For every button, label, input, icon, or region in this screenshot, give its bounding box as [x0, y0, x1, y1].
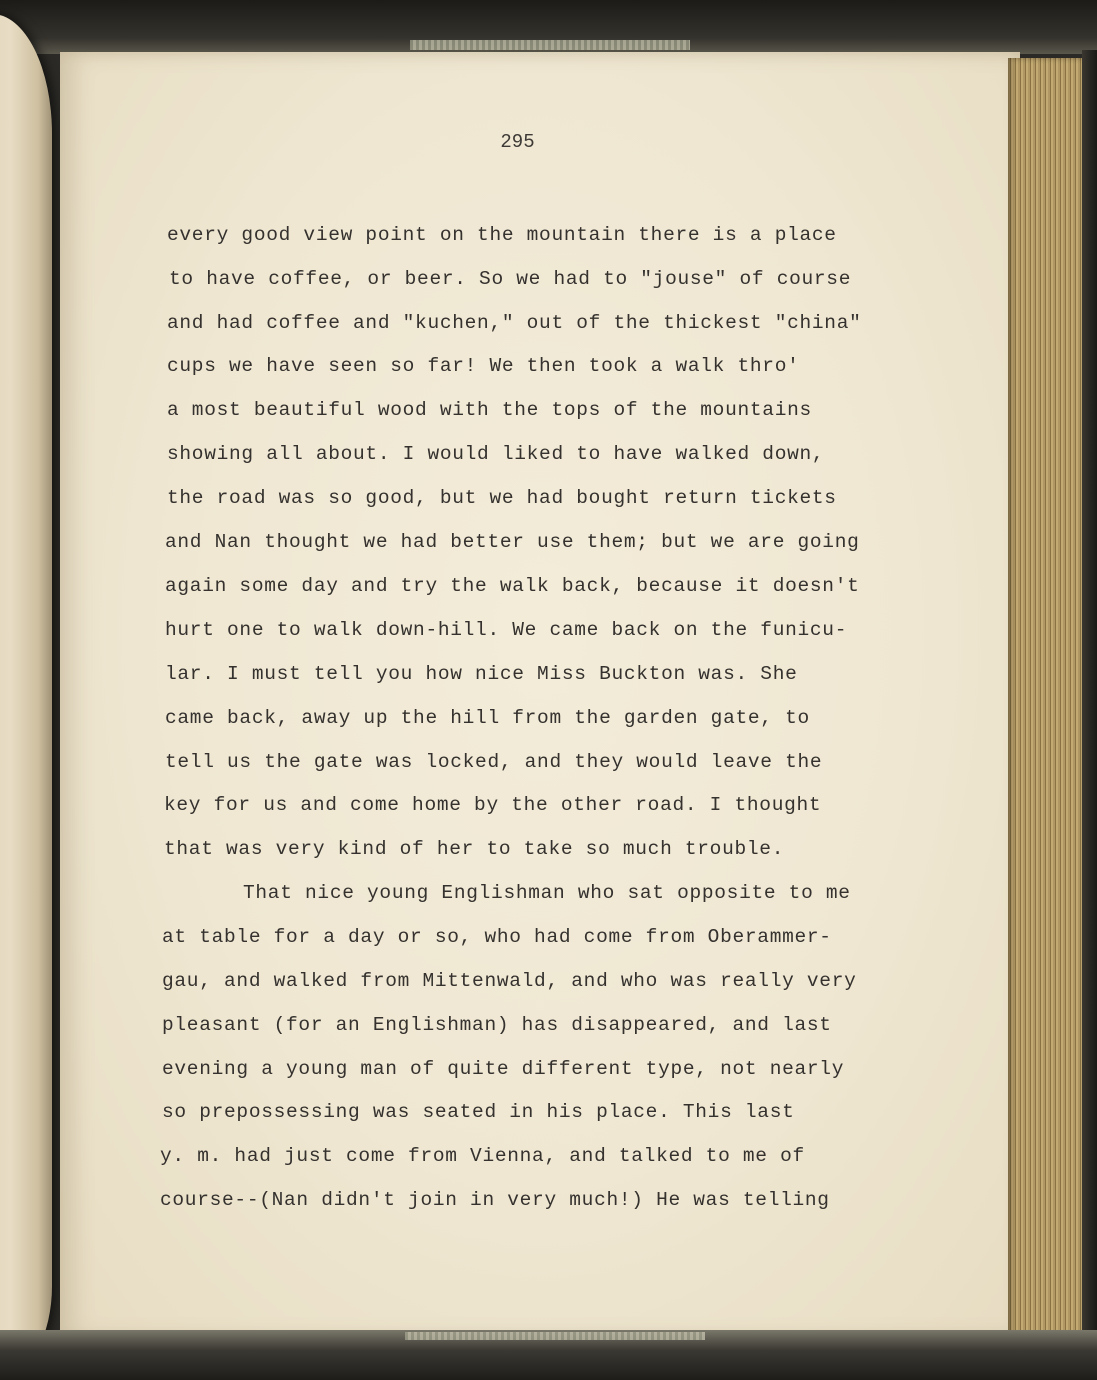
text-line: evening a young man of quite different type, not nearly [162, 1058, 845, 1080]
binding-thread-bottom [405, 1332, 705, 1340]
text-line: a most beautiful wood with the tops of the mountains [167, 399, 812, 421]
text-line: again some day and try the walk back, because it doesn't [165, 575, 860, 597]
page-fore-edge [1008, 58, 1082, 1340]
binding-thread-top [410, 40, 690, 50]
text-line: showing all about. I would liked to have walked down, [167, 443, 825, 465]
text-line: tell us the gate was locked, and they would leave the [165, 751, 823, 773]
text-line: cups we have seen so far! We then took a walk thro' [167, 355, 800, 377]
text-line: pleasant (for an Englishman) has disappeared, and last [162, 1014, 832, 1036]
text-line: every good view point on the mountain there is a place [167, 224, 837, 246]
text-line: y. m. had just come from Vienna, and talked to me of [160, 1145, 805, 1167]
text-line: to have coffee, or beer. So we had to "jouse" of course [169, 268, 852, 290]
text-line: lar. I must tell you how nice Miss Buckton was. She [165, 663, 798, 685]
text-line: and Nan thought we had better use them; but we are going [165, 531, 860, 553]
text-line: and had coffee and "kuchen," out of the thickest "china" [167, 312, 862, 334]
text-line: so prepossessing was seated in his place. This last [162, 1101, 795, 1123]
text-line: hurt one to walk down-hill. We came back on the funicu- [165, 619, 848, 641]
facing-page-edge [0, 14, 52, 1376]
text-line: key for us and come home by the other road. I thought [164, 794, 822, 816]
text-line: the road was so good, but we had bought return tickets [167, 487, 837, 509]
text-line: that was very kind of her to take so much trouble. [164, 838, 785, 860]
page-number: 295 [500, 131, 535, 153]
text-line: at table for a day or so, who had come from Oberammer- [162, 926, 832, 948]
cover-right-edge [1082, 50, 1097, 1340]
text-line: came back, away up the hill from the garden gate, to [165, 707, 810, 729]
text-line: That nice young Englishman who sat opposite to me [243, 882, 851, 904]
text-line: course--(Nan didn't join in very much!) He was telling [160, 1189, 830, 1211]
text-line: gau, and walked from Mittenwald, and who was really very [162, 970, 857, 992]
